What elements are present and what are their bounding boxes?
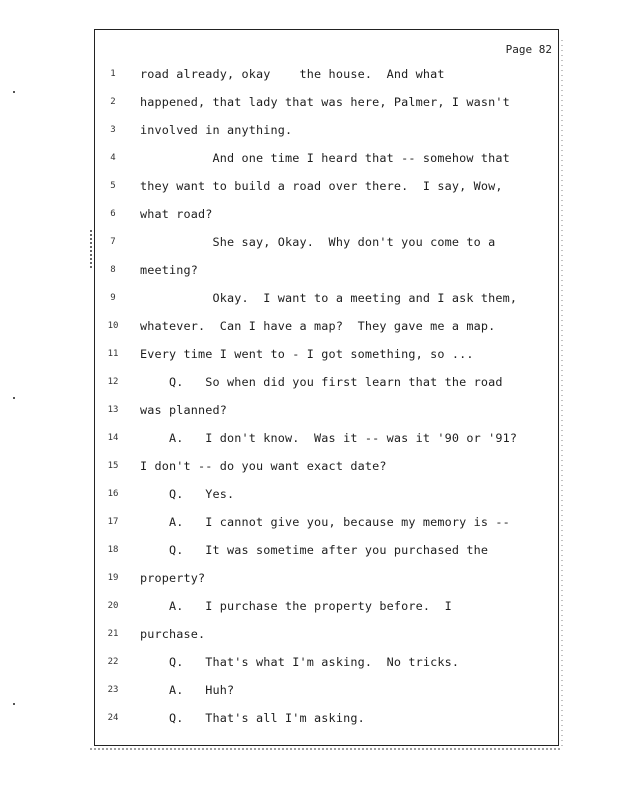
line-number: 20 <box>107 601 119 611</box>
transcript-line <box>95 261 558 281</box>
scan-speck <box>13 703 15 705</box>
line-number: 21 <box>107 629 119 639</box>
line-text: whatever. Can I have a map? They gave me a map. <box>140 319 496 333</box>
line-number: 2 <box>110 97 116 107</box>
line-text: purchase. <box>140 627 206 641</box>
transcript-line <box>95 541 558 561</box>
transcript-line <box>95 289 558 309</box>
transcript-line <box>95 597 558 617</box>
line-text: A. I don't know. Was it -- was it '90 or '91? <box>140 431 518 445</box>
line-text: they want to build a road over there. I say, Wow, <box>140 179 503 193</box>
transcript-line <box>95 485 558 505</box>
transcript-line <box>95 233 558 253</box>
line-number: 7 <box>110 237 116 247</box>
line-text: was planned? <box>140 403 228 417</box>
line-number: 12 <box>107 377 119 387</box>
line-number: 18 <box>107 545 119 555</box>
transcript-line <box>95 569 558 589</box>
line-text: property? <box>140 571 206 585</box>
line-number: 9 <box>110 293 116 303</box>
scan-speck <box>13 91 15 93</box>
line-number: 14 <box>107 433 119 443</box>
line-text: A. Huh? <box>140 683 235 697</box>
line-text: meeting? <box>140 263 199 277</box>
transcript-line <box>95 373 558 393</box>
line-text: Okay. I want to a meeting and I ask them, <box>140 291 518 305</box>
line-number: 23 <box>107 685 119 695</box>
line-number: 10 <box>107 321 119 331</box>
transcript-line <box>95 65 558 85</box>
line-text: what road? <box>140 207 213 221</box>
line-text: Q. Yes. <box>140 487 235 501</box>
transcript-line <box>95 653 558 673</box>
transcript-line <box>95 625 558 645</box>
line-number: 13 <box>107 405 119 415</box>
transcript-line <box>95 709 558 729</box>
transcript-line <box>95 317 558 337</box>
transcript-line <box>95 149 558 169</box>
line-text: Every time I went to - I got something, so ... <box>140 347 474 361</box>
line-number: 8 <box>110 265 116 275</box>
line-number: 3 <box>110 125 116 135</box>
line-number: 11 <box>107 349 119 359</box>
transcript-line <box>95 401 558 421</box>
line-number: 16 <box>107 489 119 499</box>
transcript-line <box>95 457 558 477</box>
line-number: 6 <box>110 209 116 219</box>
transcript-page <box>94 29 559 746</box>
transcript-line <box>95 121 558 141</box>
line-number: 19 <box>107 573 119 583</box>
scan-artifact-bottom <box>90 748 560 750</box>
line-text: A. I purchase the property before. I <box>140 599 452 613</box>
transcript-line <box>95 93 558 113</box>
line-text: And one time I heard that -- somehow that <box>140 151 510 165</box>
line-text: I don't -- do you want exact date? <box>140 459 387 473</box>
line-text: A. I cannot give you, because my memory is -- <box>140 515 510 529</box>
line-text: Q. So when did you first learn that the road <box>140 375 503 389</box>
scan-artifact-left <box>90 230 92 270</box>
line-number: 4 <box>110 153 116 163</box>
line-text: Q. It was sometime after you purchased the <box>140 543 489 557</box>
scan-speck <box>13 397 15 399</box>
line-text: involved in anything. <box>140 123 293 137</box>
line-text: road already, okay the house. And what <box>140 67 445 81</box>
transcript-line <box>95 177 558 197</box>
scan-artifact-right <box>561 40 563 746</box>
transcript-line <box>95 429 558 449</box>
transcript-line <box>95 681 558 701</box>
line-number: 24 <box>107 713 119 723</box>
line-text: Q. That's what I'm asking. No tricks. <box>140 655 460 669</box>
line-number: 5 <box>110 181 116 191</box>
line-number: 22 <box>107 657 119 667</box>
line-number: 17 <box>107 517 119 527</box>
line-number: 15 <box>107 461 119 471</box>
transcript-line <box>95 513 558 533</box>
line-text: happened, that lady that was here, Palmer, I wasn't <box>140 95 510 109</box>
line-text: Q. That's all I'm asking. <box>140 711 365 725</box>
transcript-line <box>95 345 558 365</box>
line-text: She say, Okay. Why don't you come to a <box>140 235 496 249</box>
page-number: Page 82 <box>505 43 552 56</box>
line-number: 1 <box>110 69 116 79</box>
transcript-line <box>95 205 558 225</box>
